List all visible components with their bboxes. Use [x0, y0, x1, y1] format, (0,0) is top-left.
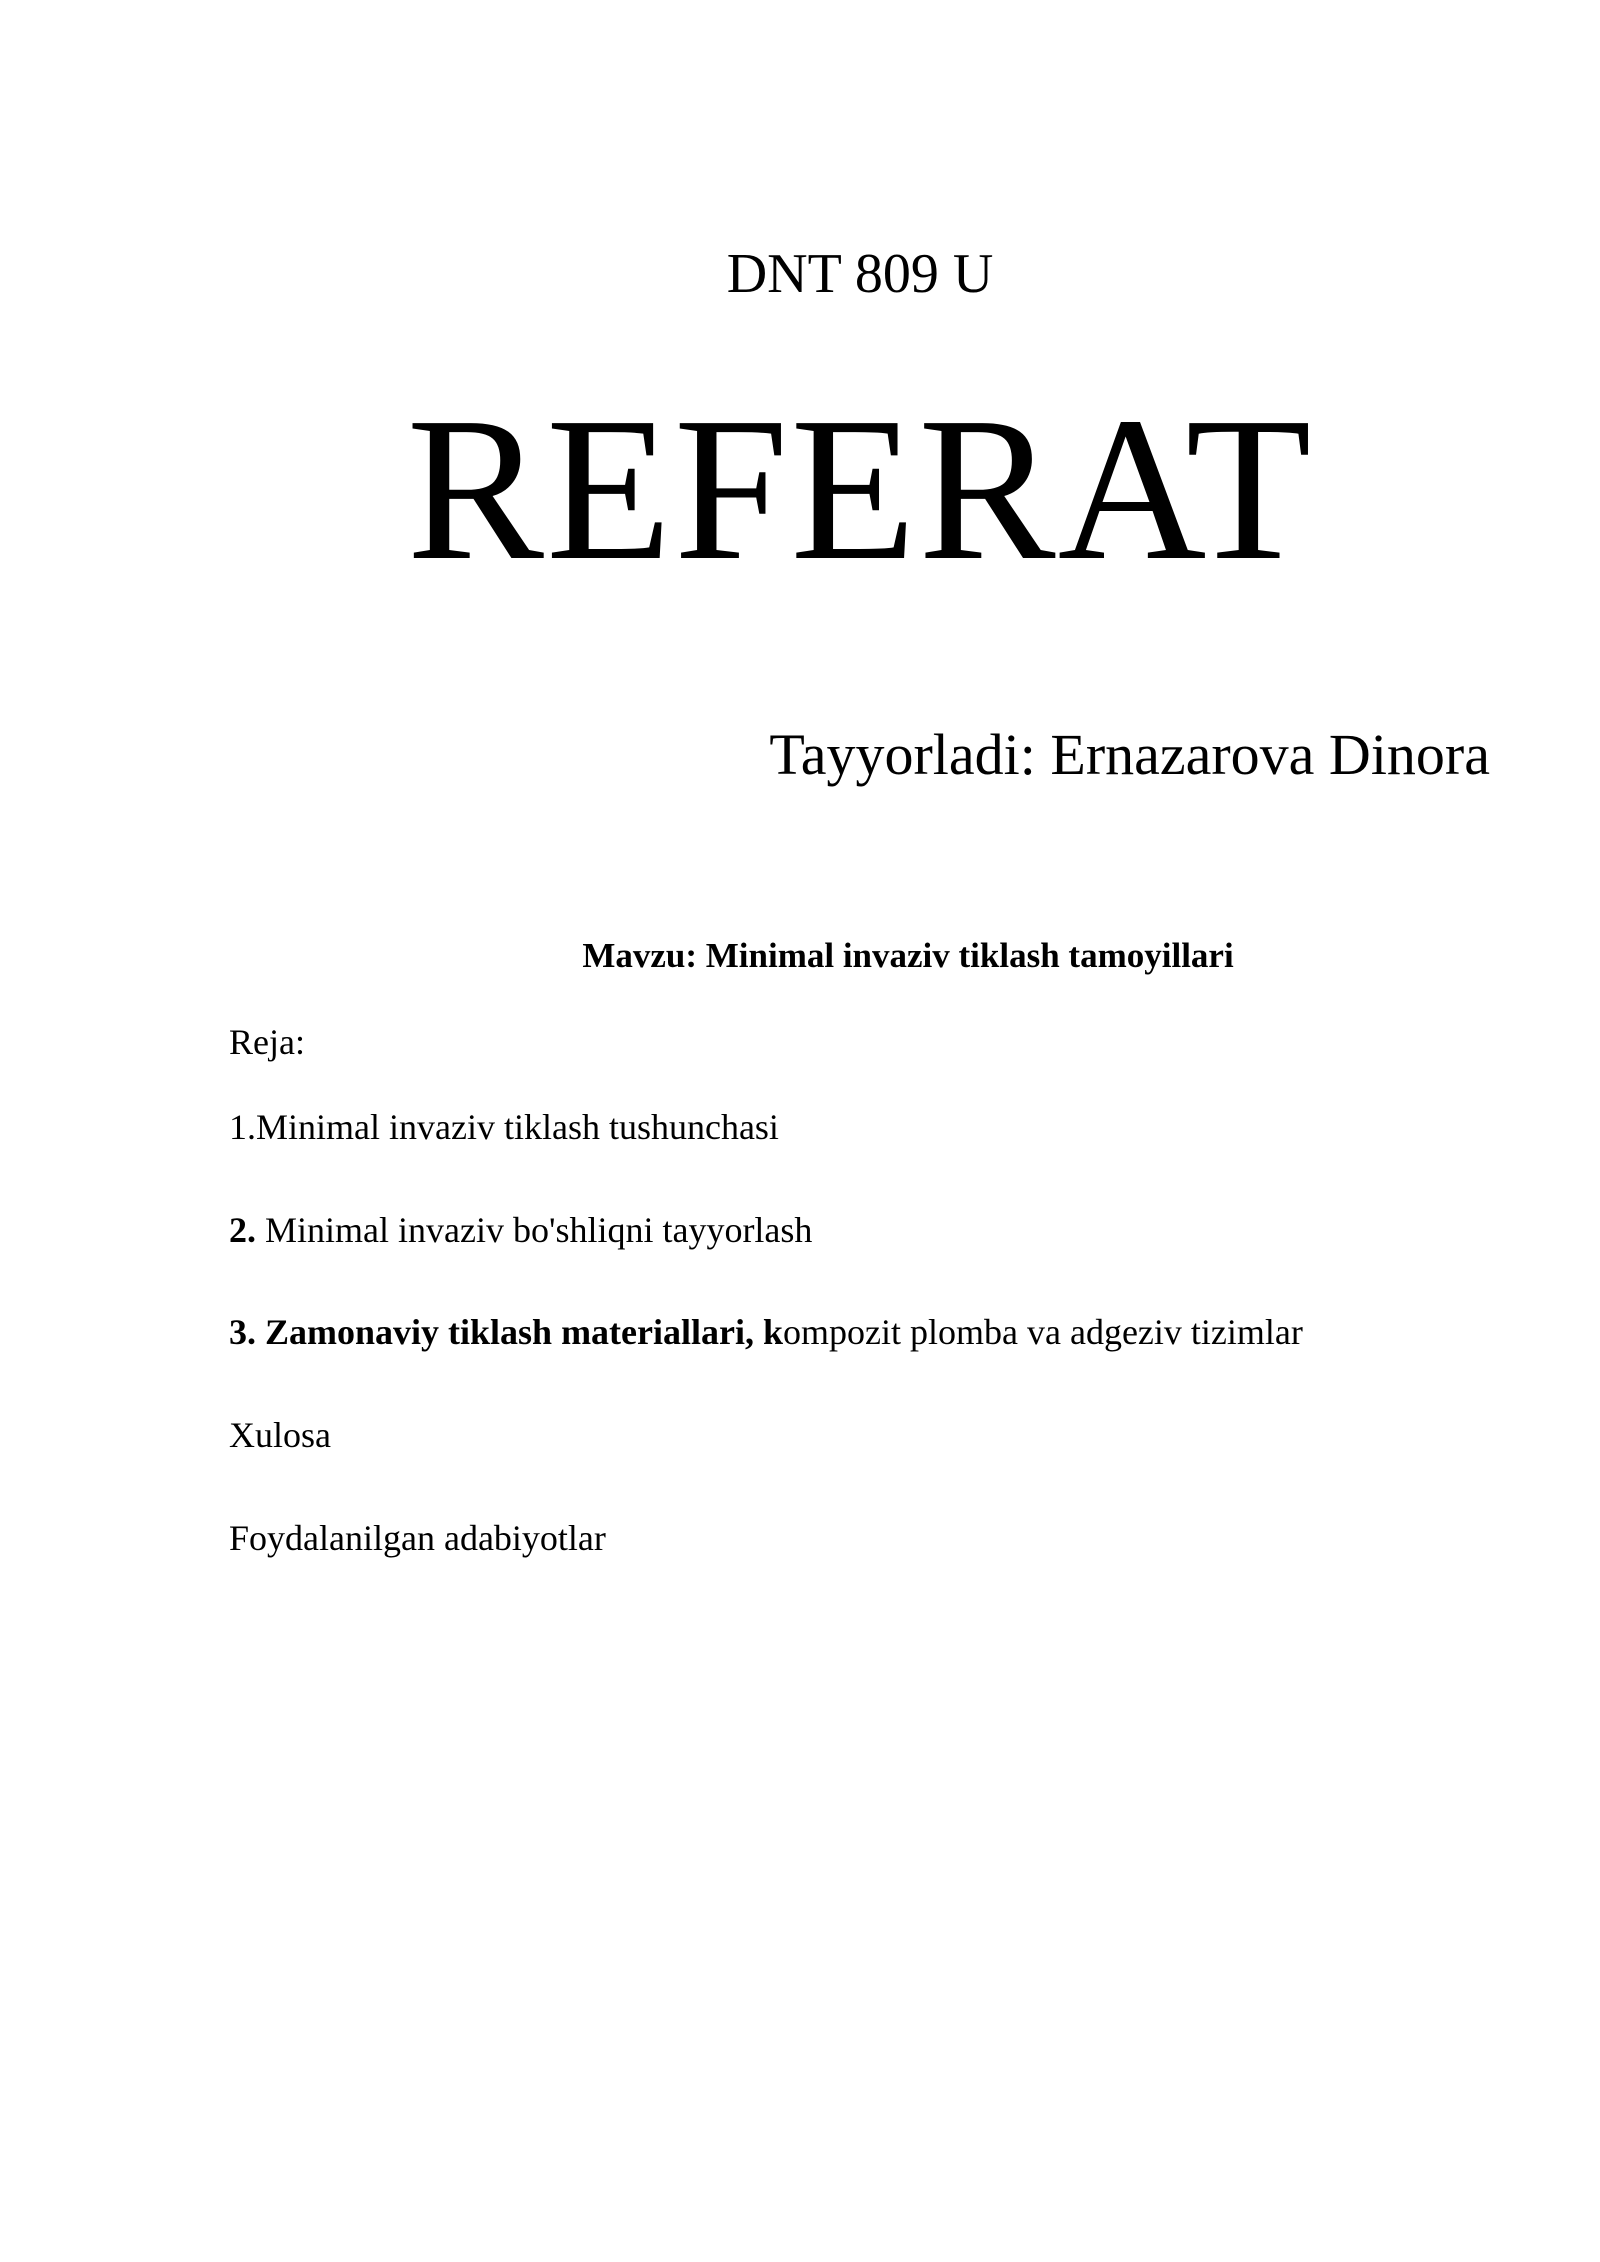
- plan-item-2: [229, 1212, 812, 1248]
- plan-item-1: 1.Minimal invaziv tiklash tushunchasi: [229, 1107, 779, 1147]
- plan-item-3-text: ompozit plomba va adgeziv tizimlar: [783, 1312, 1303, 1352]
- group-code: DNT 809 U: [726, 243, 994, 305]
- plan-label: Reja:: [229, 1022, 305, 1062]
- plan-item-3: [229, 1314, 1303, 1350]
- plan-item-3-bold-text: 3. Zamonaviy tiklash materiallari, k: [229, 1312, 784, 1352]
- topic-heading: Mavzu: Minimal invaziv tiklash tamoyillari: [582, 936, 1234, 975]
- references-item: Foydalanilgan adabiyotlar: [229, 1518, 606, 1558]
- conclusion-item: Xulosa: [229, 1415, 331, 1455]
- plan-item-2-number: 2.: [229, 1210, 256, 1250]
- document-title: REFERAT: [406, 374, 1314, 603]
- plan-item-2-text: Minimal invaziv bo'shliqni tayyorlash: [256, 1210, 813, 1250]
- author-line: Tayyorladi: Ernazarova Dinora: [769, 722, 1490, 787]
